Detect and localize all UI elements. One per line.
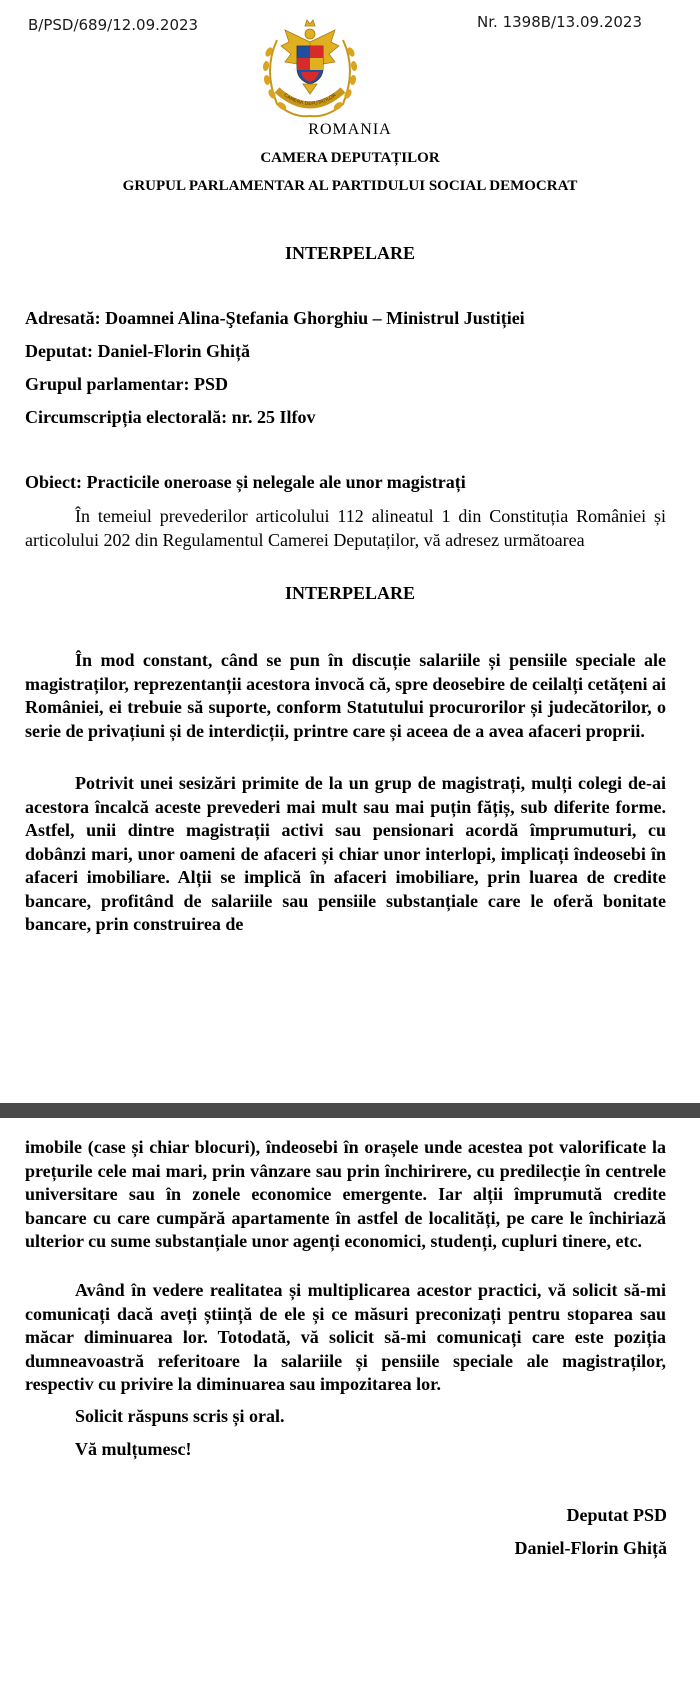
page-separator <box>0 1103 700 1118</box>
group-field: Grupul parlamentar: PSD <box>25 374 229 394</box>
body-paragraph-1: În mod constant, când se pun în discuție salariile și pensiile speciale ale magistraților, reprezentanții acestora invocă că, spre deosebire de ceilalți cetățeni ai României, ei trebuie să suporte, conform Statutului procurorilor și judecătorilor, o serie de privațiuni și de interdicții, printre care și aceea de a avea afaceri proprii. <box>25 650 666 741</box>
closing-thanks: Vă mulțumesc! <box>75 1439 192 1459</box>
document-page-2 <box>0 1118 700 1681</box>
chamber-name: CAMERA DEPUTAȚILOR <box>260 150 440 166</box>
parliament-emblem-icon <box>255 12 365 124</box>
body-paragraph-2-part-1: Potrivit unei sesizări primite de la un grup de magistrați, mulți colegi de-ai acestora încalcă aceste prevederi mai mult sau mai puțin fățiș, sub diferite forme. Astfel, unii dintre magistrații activi sau pensionari acordă împrumuturi, cu dobânzi mari, unor oameni de afaceri și chiar unor interlopi, implicați îndeosebi în afaceri imobiliare. Alții se implică în afaceri imobiliare, prin luarea de credite bancare, profitând de salariile sau pensiile substanțiale care le oferă bonitate bancare, prin construirea de <box>25 773 666 934</box>
deputy-field: Deputat: Daniel-Florin Ghiță <box>25 341 250 361</box>
registration-number-right: Nr. 1398B/13.09.2023 <box>477 13 642 31</box>
body-paragraph-3: Având în vedere realitatea și multiplicarea acestor practici, vă solicit să-mi comunicați dacă aveți știință de ele și ce măsuri preconizați pentru stoparea sau măcar diminuarea lor. Totodată, vă solicit să-mi comunicați care este poziția dumneavoastră referitoare la salariile și pensiile speciale ale magistraților, respectiv cu privire la diminuarea sau impozitarea lor. <box>25 1280 666 1394</box>
signature-title: Deputat PSD <box>566 1505 667 1525</box>
body-paragraph-2-part-2: imobile (case și chiar blocuri), îndeosebi în orașele unde acestea pot valorificate la prețurile cele mai mari, prin vânzare sau prin închirirere, cu predilecție în centrele universitare sau în zonele economice emergente. Iar alții împrumută credite bancare cu care cumpără apartamente în astfel de localități, pe care le închiriază ulterior cu sume substanțiale unor agenți economici, studenți, cupluri tinere, etc. <box>25 1137 666 1251</box>
document-title: INTERPELARE <box>284 243 416 263</box>
document-title-repeat: INTERPELARE <box>284 583 416 603</box>
response-request: Solicit răspuns scris și oral. <box>75 1406 285 1426</box>
subject-field: Obiect: Practicile oneroase și nelegale ale unor magistrați <box>25 472 466 492</box>
addressee-field: Adresată: Doamnei Alina-Ştefania Ghorghiu – Ministrul Justiției <box>25 308 525 328</box>
constituency-field: Circumscripția electorală: nr. 25 Ilfov <box>25 407 316 427</box>
signature-name: Daniel-Florin Ghiță <box>514 1538 667 1558</box>
parliamentary-group-name: GRUPUL PARLAMENTAR AL PARTIDULUI SOCIAL DEMOCRAT <box>122 178 578 194</box>
country-name: ROMANIA <box>308 121 392 138</box>
registration-number-left: B/PSD/689/12.09.2023 <box>28 16 199 34</box>
intro-paragraph: În temeiul prevederilor articolului 112 alineatul 1 din Constituția României și articolului 202 din Regulamentul Camerei Deputaților, vă adresez următoarea <box>25 506 666 550</box>
emblem-inscription: CAMERA DEPUTAȚILOR <box>282 92 338 108</box>
